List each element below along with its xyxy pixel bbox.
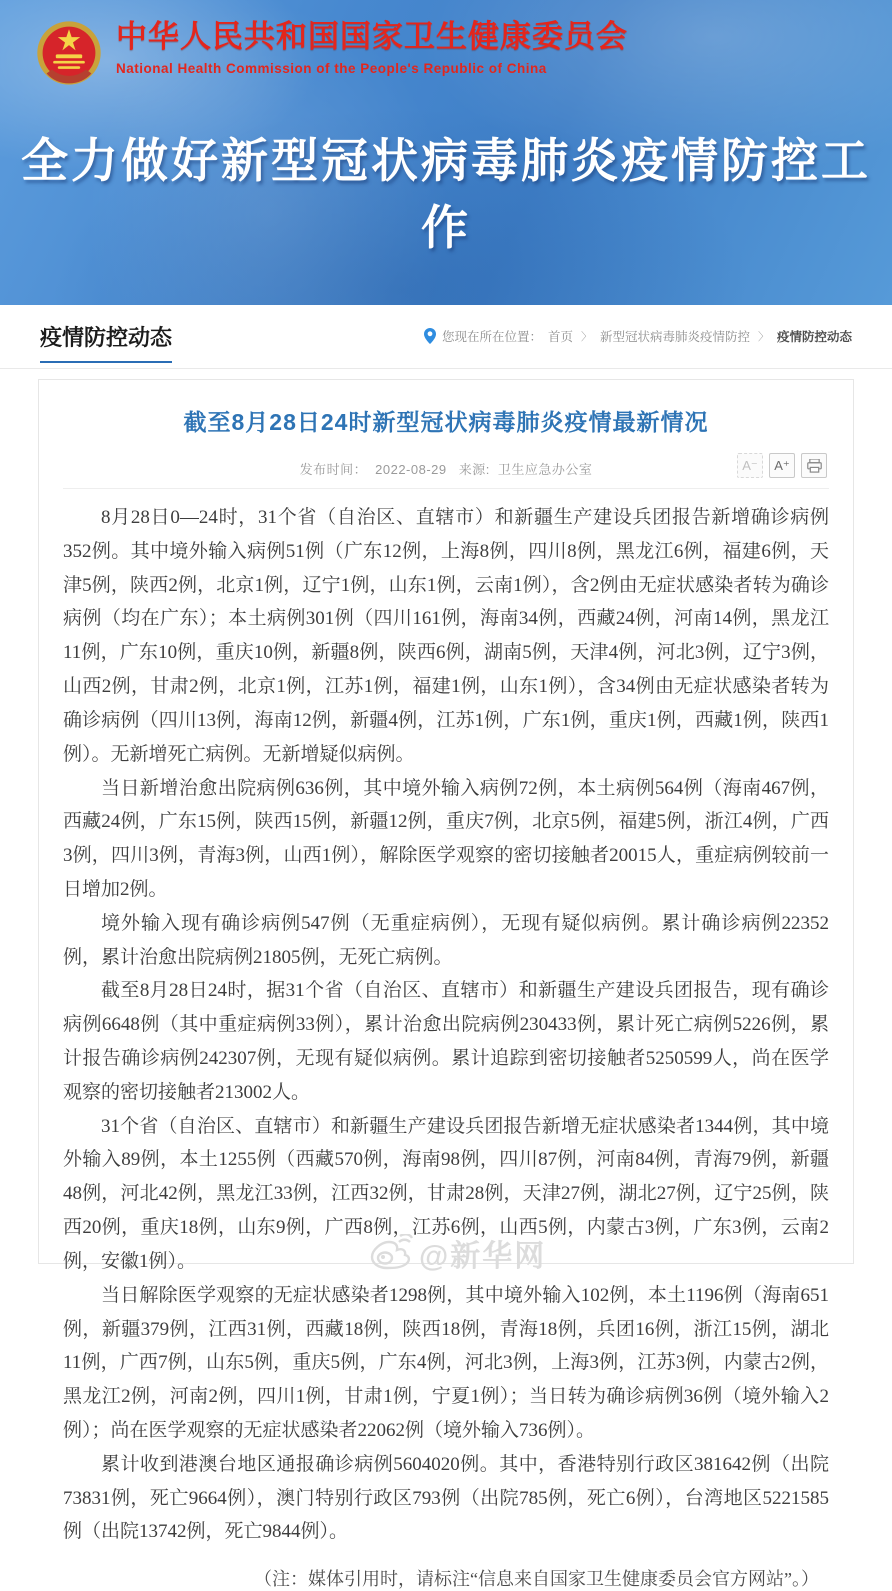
- paragraph-7: 累计收到港澳台地区通报确诊病例5604020例。其中，香港特别行政区381642例（出院73831例，死亡9664例），澳门特别行政区793例（出院785例，死亡6例），台湾地区5221585例（出院13742例，死亡9844例）。: [63, 1453, 829, 1543]
- font-tools: [737, 453, 827, 478]
- source-value: 卫生应急办公室: [497, 462, 593, 477]
- article-title: 截至8月28日24时新型冠状病毒肺炎疫情最新情况: [183, 409, 709, 435]
- breadcrumb-separator: 〉: [580, 331, 592, 343]
- breadcrumb-home-link[interactable]: 首页: [547, 330, 573, 344]
- article-meta-row: [63, 459, 829, 489]
- site-logo: [0, 0, 892, 86]
- national-emblem-icon: [36, 20, 102, 86]
- source-label: 来源:: [458, 462, 490, 477]
- section-title-tab[interactable]: 疫情防控动态: [40, 321, 172, 363]
- breadcrumb-separator: 〉: [757, 331, 769, 343]
- location-label: 您现在所在位置：: [441, 330, 542, 344]
- printer-icon: [807, 459, 822, 473]
- font-increase-button[interactable]: A⁺: [769, 453, 795, 478]
- breadcrumb-current: 疫情防控动态: [776, 330, 852, 344]
- citation-note: （注：媒体引用时，请标注“信息来自国家卫生健康委员会官方网站”。）: [254, 1569, 819, 1590]
- site-header: [0, 0, 892, 305]
- breadcrumb-section-link[interactable]: 新型冠状病毒肺炎疫情防控: [599, 330, 750, 344]
- font-decrease-button[interactable]: A⁻: [737, 453, 763, 478]
- org-name-en: National Health Commission of the People's Republic of China: [116, 61, 547, 76]
- paragraph-4: 截至8月28日24时，据31个省（自治区、直辖市）和新疆生产建设兵团报告，现有确诊病例6648例（其中重症病例33例），累计治愈出院病例230433例，累计死亡病例5226例，累计报告确诊病例242307例，无现有疑似病例。累计追踪到密切接触者5250599人，尚在医学观察的密切接触者213002人。: [63, 980, 829, 1103]
- org-name-cn: 中华人民共和国国家卫生健康委员会: [116, 19, 628, 54]
- banner-title: 全力做好新型冠状病毒肺炎疫情防控工作: [21, 134, 871, 254]
- publish-date: 2022-08-29: [375, 462, 447, 477]
- publish-label: 发布时间：: [299, 462, 368, 477]
- article-container: [38, 379, 854, 1590]
- paragraph-5: 31个省（自治区、直辖市）和新疆生产建设兵团报告新增无症状感染者1344例，其中境外输入89例，本土1255例（西藏570例，海南98例，四川87例，河南84例，青海79例，新疆48例，河北42例，黑龙江33例，江西32例，甘肃28例，天津27例，湖北27例，辽宁25例，陕西20例，重庆18例，山东9例，广西8例，江苏6例，山西5例，内蒙古3例，广东3例，云南2例，安徽1例）。: [63, 1115, 829, 1272]
- paragraph-1: 8月28日0—24时，31个省（自治区、直辖市）和新疆生产建设兵团报告新增确诊病例352例。其中境外输入病例51例（广东12例，上海8例，四川8例，黑龙江6例，福建6例，天津5例，陕西2例，北京1例，辽宁1例，山东1例，云南1例），含2例由无症状感染者转为确诊病例（均在广东）；本土病例301例（四川161例，海南34例，西藏24例，河南14例，黑龙江11例，广东10例，重庆10例，新疆8例，陕西6例，湖南5例，天津4例，河北3例，辽宁3例，山西2例，甘肃2例，北京1例，江苏1例，福建1例，山东1例），含34例由无症状感染者转为确诊病例（四川13例，海南12例，新疆4例，江苏1例，广东1例，重庆1例，西藏1例，陕西1例）。无新增死亡病例。无新增疑似病例。: [63, 507, 829, 765]
- location-pin-icon: [424, 328, 436, 344]
- paragraph-2: 当日新增治愈出院病例636例，其中境外输入病例72例，本土病例564例（海南467例，西藏24例，广东15例，陕西15例，新疆12例，重庆7例，北京5例，福建5例，浙江4例，广西3例，四川3例，青海3例，山西1例），解除医学观察的密切接触者20015人，重症病例较前一日增加2例。: [63, 777, 829, 900]
- article-body: [63, 501, 829, 1549]
- breadcrumb: [424, 327, 852, 345]
- watermark-text: @新华网: [419, 1240, 547, 1273]
- print-button[interactable]: [801, 453, 827, 478]
- paragraph-3: 境外输入现有确诊病例547例（无重症病例），无现有疑似病例。累计确诊病例22352例，累计治愈出院病例21805例，无死亡病例。: [63, 912, 829, 968]
- paragraph-6: 当日解除医学观察的无症状感染者1298例，其中境外输入102例，本土1196例（海南651例，新疆379例，江西31例，西藏18例，陕西18例，青海18例，兵团16例，浙江15例，湖北11例，广西7例，山东5例，重庆5例，广东4例，河北3例，上海3例，江苏3例，内蒙古2例，黑龙江2例，河南2例，四川1例，甘肃1例，宁夏1例）；当日转为确诊病例36例（境外输入2例）；尚在医学观察的无症状感染者22062例（境外输入736例）。: [63, 1284, 829, 1441]
- article-meta: [63, 459, 829, 478]
- breadcrumb-bar: [0, 305, 892, 369]
